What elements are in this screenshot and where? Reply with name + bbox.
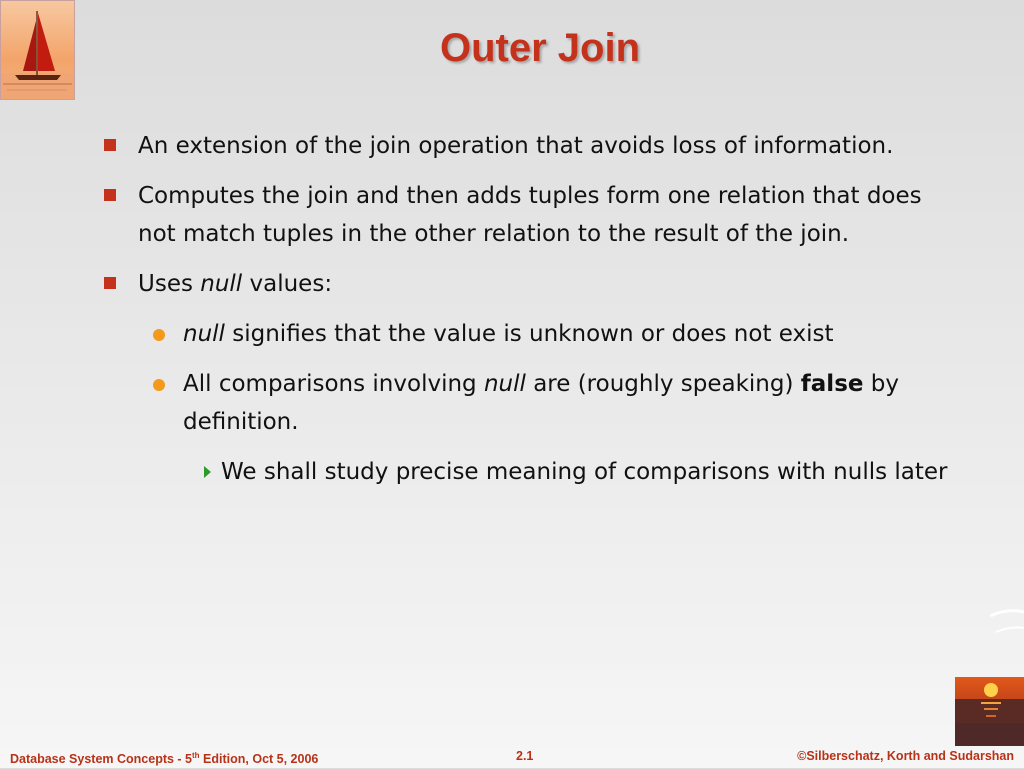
subbullet-null-meaning [100, 315, 958, 353]
slide-content [100, 127, 958, 491]
decorative-swoosh [990, 606, 1024, 636]
bullet-text: An extension of the join operation that avoids loss of information. [138, 133, 894, 159]
footer-left-post: Edition, Oct 5, 2006 [199, 752, 319, 767]
footer-left-sup: th [192, 751, 200, 760]
bullet-text-post: values: [242, 271, 333, 297]
circle-bullet-icon [153, 329, 165, 341]
subbullet-text-post: by definition. [183, 371, 900, 435]
square-bullet-icon [104, 139, 116, 151]
subbullet-text-pre: All comparisons involving [183, 371, 484, 397]
subbullet-text-mid: are (roughly speaking) [525, 371, 801, 397]
slide-title: Outer Join [439, 26, 641, 70]
footer-book-title [10, 746, 318, 769]
subbullet-comparisons [100, 365, 958, 441]
footer-copyright: ©Silberschatz, Korth and Sudarshan [797, 749, 1014, 763]
subsubbullet-study-later [100, 453, 958, 491]
subbullet-text: signifies that the value is unknown or does not exist [224, 321, 834, 347]
arrow-bullet-icon [204, 466, 211, 478]
footer-page-number: 2.1 [516, 749, 534, 763]
square-bullet-icon [104, 189, 116, 201]
subbullet-bold: false [800, 371, 864, 397]
subbullet-em: null [483, 371, 526, 397]
subsubbullet-text: We shall study precise meaning of comparisons with nulls later [221, 459, 948, 485]
bullet-null-values [100, 265, 958, 303]
bullet-text-em: null [200, 271, 243, 297]
circle-bullet-icon [153, 379, 165, 391]
bullet-text: Computes the join and then adds tuples form one relation that does not match tuples in the other relation to the result of the join. [138, 183, 922, 247]
bullet-text-pre: Uses [138, 271, 201, 297]
sunset-logo [955, 677, 1024, 746]
bullet-computes [100, 177, 958, 253]
square-bullet-icon [104, 277, 116, 289]
bullet-extension [100, 127, 958, 165]
subbullet-em: null [183, 321, 225, 347]
footer-left-pre: Database System Concepts - 5 [10, 752, 193, 767]
